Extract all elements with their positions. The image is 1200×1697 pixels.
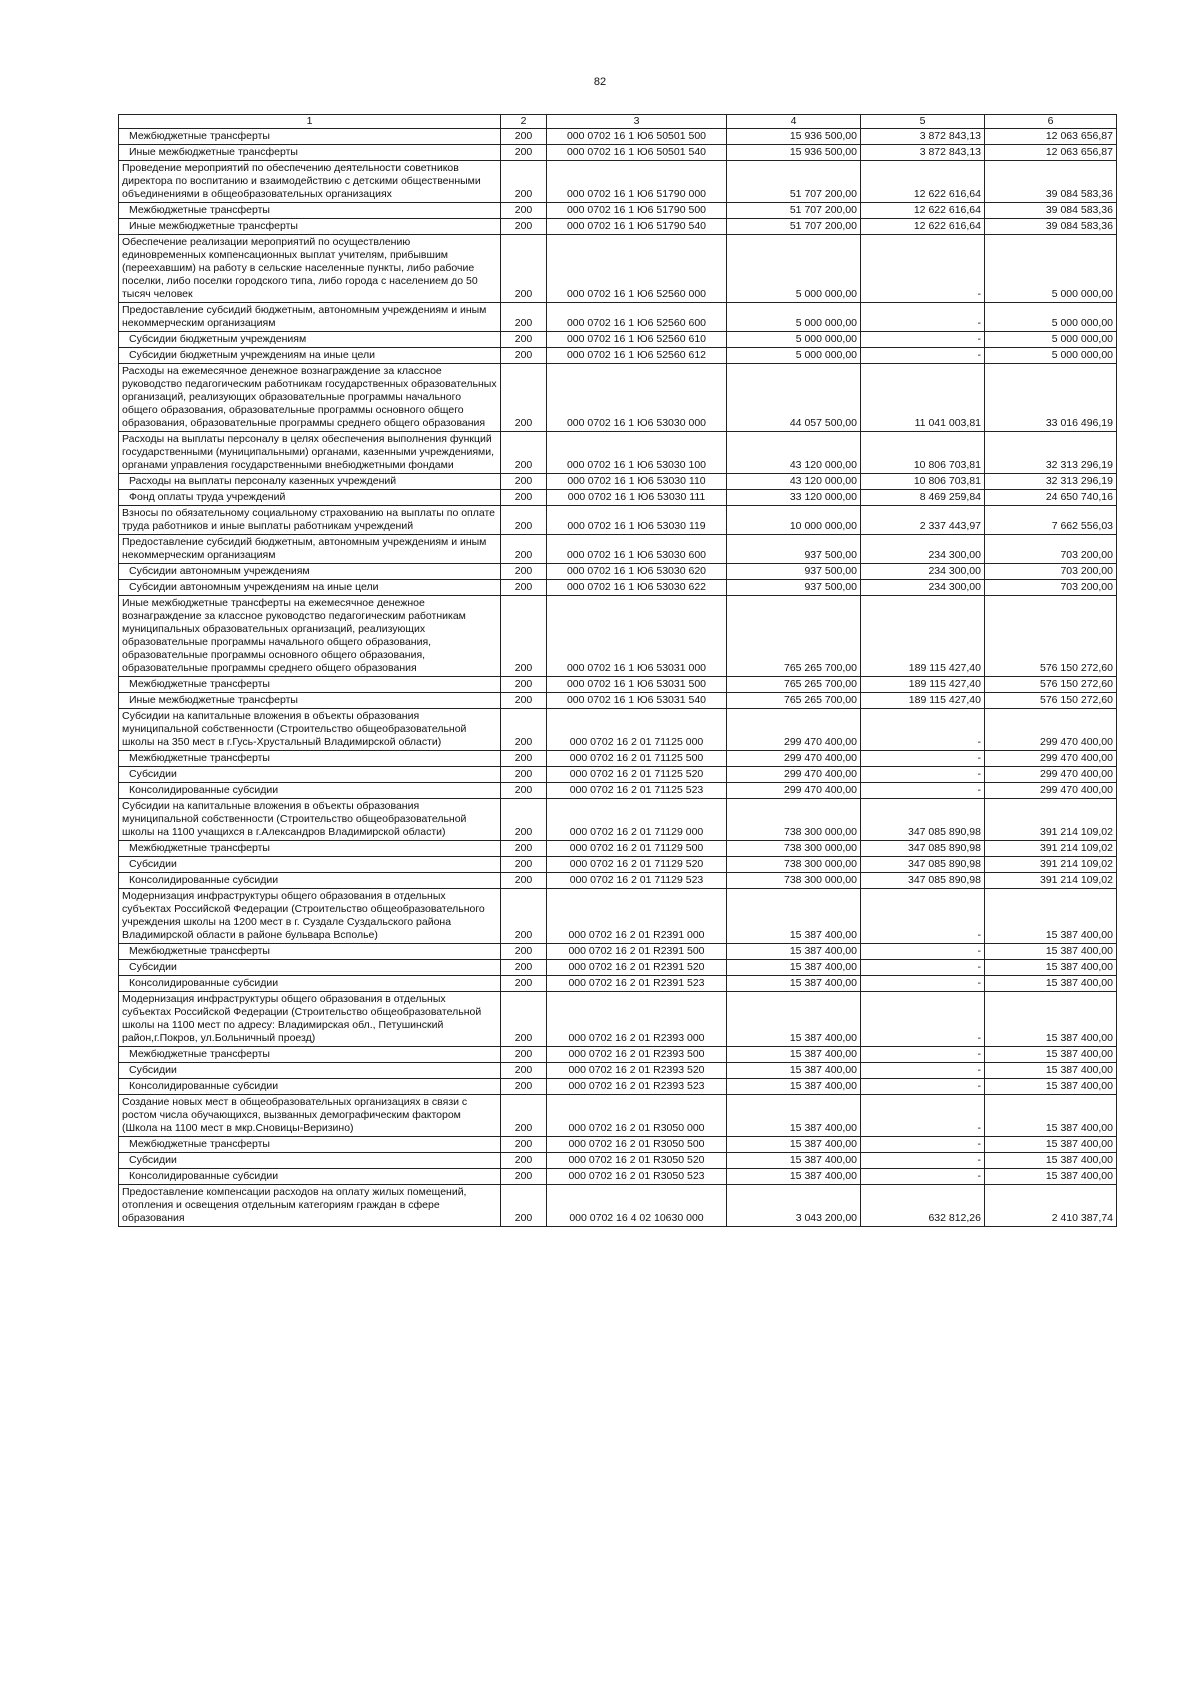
table-row	[119, 857, 1117, 873]
table-row	[119, 1047, 1117, 1063]
row-plan: 15 387 400,00	[727, 1095, 861, 1137]
table-row	[119, 348, 1117, 364]
row-remaining: 299 470 400,00	[985, 751, 1117, 767]
row-plan: 15 387 400,00	[727, 976, 861, 992]
table-row	[119, 841, 1117, 857]
row-name: Модернизация инфраструктуры общего образования в отдельных субъектах Российской Федерации (Строительство общеобразовательного учреждения школы на 1200 мест в г. Суздале Суздальского района Владимирской области в районе бульвара Всполье)	[119, 889, 501, 944]
row-name: Межбюджетные трансферты	[119, 677, 501, 693]
row-kbk: 000 0702 16 2 01 R2391 000	[547, 889, 727, 944]
row-kbk: 000 0702 16 1 Ю6 53030 600	[547, 535, 727, 564]
table-row	[119, 992, 1117, 1047]
row-executed: 347 085 890,98	[861, 799, 985, 841]
row-plan: 5 000 000,00	[727, 235, 861, 303]
row-plan: 51 707 200,00	[727, 219, 861, 235]
row-executed: -	[861, 332, 985, 348]
row-remaining: 703 200,00	[985, 580, 1117, 596]
row-code: 200	[501, 1047, 547, 1063]
row-executed: -	[861, 1169, 985, 1185]
header-col-6: 6	[985, 115, 1117, 129]
row-kbk: 000 0702 16 1 Ю6 52560 000	[547, 235, 727, 303]
table-row	[119, 1095, 1117, 1137]
row-code: 200	[501, 677, 547, 693]
row-plan: 15 387 400,00	[727, 1169, 861, 1185]
row-name: Расходы на выплаты персоналу казенных учреждений	[119, 474, 501, 490]
row-code: 200	[501, 564, 547, 580]
row-remaining: 12 063 656,87	[985, 145, 1117, 161]
row-remaining: 32 313 296,19	[985, 432, 1117, 474]
row-executed: 8 469 259,84	[861, 490, 985, 506]
table-row	[119, 1137, 1117, 1153]
row-kbk: 000 0702 16 2 01 71129 000	[547, 799, 727, 841]
row-name: Субсидии	[119, 1153, 501, 1169]
row-kbk: 000 0702 16 1 Ю6 52560 610	[547, 332, 727, 348]
row-remaining: 299 470 400,00	[985, 709, 1117, 751]
row-plan: 44 057 500,00	[727, 364, 861, 432]
row-kbk: 000 0702 16 2 01 71125 500	[547, 751, 727, 767]
row-executed: 632 812,26	[861, 1185, 985, 1227]
row-plan: 15 387 400,00	[727, 889, 861, 944]
row-name: Создание новых мест в общеобразовательных организациях в связи с ростом числа обучающихся, вызванных демографическим фактором (Школа на 1100 мест в мкр.Сновицы-Веризино)	[119, 1095, 501, 1137]
row-remaining: 5 000 000,00	[985, 348, 1117, 364]
row-plan: 299 470 400,00	[727, 767, 861, 783]
row-kbk: 000 0702 16 2 01 R2391 500	[547, 944, 727, 960]
row-name: Субсидии автономным учреждениям на иные цели	[119, 580, 501, 596]
row-plan: 15 936 500,00	[727, 145, 861, 161]
row-remaining: 576 150 272,60	[985, 596, 1117, 677]
row-name: Расходы на ежемесячное денежное вознаграждение за классное руководство педагогическим работникам государственных образовательных организаций, реализующих образовательные программы начального общего образования, образовательные программы основного общего образования, образовательные программы среднего общего образования	[119, 364, 501, 432]
row-remaining: 15 387 400,00	[985, 1063, 1117, 1079]
row-kbk: 000 0702 16 1 Ю6 53031 500	[547, 677, 727, 693]
row-kbk: 000 0702 16 4 02 10630 000	[547, 1185, 727, 1227]
row-kbk: 000 0702 16 2 01 R3050 520	[547, 1153, 727, 1169]
row-executed: -	[861, 709, 985, 751]
row-code: 200	[501, 1079, 547, 1095]
row-plan: 937 500,00	[727, 564, 861, 580]
row-executed: -	[861, 751, 985, 767]
table-row	[119, 873, 1117, 889]
row-executed: 234 300,00	[861, 535, 985, 564]
table-row	[119, 596, 1117, 677]
row-remaining: 15 387 400,00	[985, 1169, 1117, 1185]
row-plan: 15 387 400,00	[727, 944, 861, 960]
row-executed: -	[861, 960, 985, 976]
row-executed: 234 300,00	[861, 580, 985, 596]
row-kbk: 000 0702 16 1 Ю6 52560 612	[547, 348, 727, 364]
row-kbk: 000 0702 16 1 Ю6 52560 600	[547, 303, 727, 332]
row-name: Субсидии бюджетным учреждениям на иные цели	[119, 348, 501, 364]
row-kbk: 000 0702 16 1 Ю6 53030 622	[547, 580, 727, 596]
row-name: Обеспечение реализации мероприятий по осуществлению единовременных компенсационных выплат учителям, прибывшим (переехавшим) на работу в сельские населенные пункты, либо рабочие поселки, либо поселки городского типа, либо города с населением до 50 тысяч человек	[119, 235, 501, 303]
row-code: 200	[501, 709, 547, 751]
table-body	[119, 129, 1117, 1227]
row-plan: 299 470 400,00	[727, 783, 861, 799]
row-name: Фонд оплаты труда учреждений	[119, 490, 501, 506]
row-code: 200	[501, 976, 547, 992]
row-code: 200	[501, 767, 547, 783]
row-kbk: 000 0702 16 2 01 R2393 520	[547, 1063, 727, 1079]
row-code: 200	[501, 783, 547, 799]
row-name: Предоставление субсидий бюджетным, автономным учреждениям и иным некоммерческим организациям	[119, 303, 501, 332]
row-code: 200	[501, 944, 547, 960]
row-code: 200	[501, 145, 547, 161]
row-remaining: 15 387 400,00	[985, 992, 1117, 1047]
row-remaining: 5 000 000,00	[985, 332, 1117, 348]
row-remaining: 12 063 656,87	[985, 129, 1117, 145]
table-row	[119, 490, 1117, 506]
row-name: Межбюджетные трансферты	[119, 751, 501, 767]
row-code: 200	[501, 873, 547, 889]
row-executed: -	[861, 1095, 985, 1137]
row-name: Иные межбюджетные трансферты	[119, 219, 501, 235]
table-row	[119, 693, 1117, 709]
row-name: Проведение мероприятий по обеспечению деятельности советников директора по воспитанию и взаимодействию с детскими общественными объединениями в общеобразовательных организациях	[119, 161, 501, 203]
row-kbk: 000 0702 16 2 01 71125 000	[547, 709, 727, 751]
row-plan: 738 300 000,00	[727, 873, 861, 889]
row-code: 200	[501, 841, 547, 857]
table-row	[119, 960, 1117, 976]
row-code: 200	[501, 889, 547, 944]
row-name: Расходы на выплаты персоналу в целях обеспечения выполнения функций государственными (муниципальными) органами, казенными учреждениями, органами управления государственными внебюджетными фондами	[119, 432, 501, 474]
table-row	[119, 332, 1117, 348]
row-plan: 15 387 400,00	[727, 1153, 861, 1169]
row-name: Субсидии на капитальные вложения в объекты образования муниципальной собственности (Строительство общеобразовательной школы на 1100 учащихся в г.Александров Владимирской области)	[119, 799, 501, 841]
row-executed: -	[861, 992, 985, 1047]
row-name: Консолидированные субсидии	[119, 1079, 501, 1095]
row-executed: -	[861, 1063, 985, 1079]
row-plan: 5 000 000,00	[727, 303, 861, 332]
row-code: 200	[501, 303, 547, 332]
row-code: 200	[501, 432, 547, 474]
row-kbk: 000 0702 16 1 Ю6 53030 000	[547, 364, 727, 432]
row-executed: -	[861, 976, 985, 992]
header-col-5: 5	[861, 115, 985, 129]
row-remaining: 39 084 583,36	[985, 161, 1117, 203]
row-executed: 3 872 843,13	[861, 145, 985, 161]
row-plan: 3 043 200,00	[727, 1185, 861, 1227]
row-remaining: 703 200,00	[985, 535, 1117, 564]
table-row	[119, 944, 1117, 960]
table-row	[119, 783, 1117, 799]
row-code: 200	[501, 490, 547, 506]
budget-table	[118, 114, 1117, 1227]
row-executed: 12 622 616,64	[861, 219, 985, 235]
row-plan: 765 265 700,00	[727, 677, 861, 693]
table-row	[119, 474, 1117, 490]
header-col-1: 1	[119, 115, 501, 129]
row-name: Консолидированные субсидии	[119, 1169, 501, 1185]
row-executed: -	[861, 944, 985, 960]
row-executed: -	[861, 303, 985, 332]
row-code: 200	[501, 596, 547, 677]
row-name: Субсидии автономным учреждениям	[119, 564, 501, 580]
row-name: Консолидированные субсидии	[119, 976, 501, 992]
row-remaining: 15 387 400,00	[985, 1079, 1117, 1095]
row-executed: 10 806 703,81	[861, 432, 985, 474]
row-executed: -	[861, 783, 985, 799]
row-remaining: 24 650 740,16	[985, 490, 1117, 506]
row-remaining: 576 150 272,60	[985, 677, 1117, 693]
row-remaining: 33 016 496,19	[985, 364, 1117, 432]
row-name: Субсидии	[119, 1063, 501, 1079]
table-row	[119, 1079, 1117, 1095]
row-remaining: 391 214 109,02	[985, 799, 1117, 841]
row-kbk: 000 0702 16 2 01 R3050 500	[547, 1137, 727, 1153]
table-row	[119, 1169, 1117, 1185]
row-plan: 15 387 400,00	[727, 960, 861, 976]
table-row	[119, 203, 1117, 219]
header-col-3: 3	[547, 115, 727, 129]
row-code: 200	[501, 203, 547, 219]
row-kbk: 000 0702 16 2 01 R2393 523	[547, 1079, 727, 1095]
table-row	[119, 799, 1117, 841]
page-number: 82	[593, 76, 607, 88]
row-executed: 347 085 890,98	[861, 841, 985, 857]
row-code: 200	[501, 857, 547, 873]
row-code: 200	[501, 535, 547, 564]
table-row	[119, 709, 1117, 751]
row-code: 200	[501, 799, 547, 841]
row-plan: 738 300 000,00	[727, 857, 861, 873]
row-kbk: 000 0702 16 2 01 R3050 000	[547, 1095, 727, 1137]
row-plan: 5 000 000,00	[727, 332, 861, 348]
row-remaining: 15 387 400,00	[985, 960, 1117, 976]
row-kbk: 000 0702 16 2 01 R2391 520	[547, 960, 727, 976]
row-kbk: 000 0702 16 1 Ю6 53031 540	[547, 693, 727, 709]
row-name: Межбюджетные трансферты	[119, 841, 501, 857]
row-kbk: 000 0702 16 1 Ю6 51790 000	[547, 161, 727, 203]
row-name: Предоставление субсидий бюджетным, автономным учреждениям и иным некоммерческим организациям	[119, 535, 501, 564]
row-kbk: 000 0702 16 2 01 71129 500	[547, 841, 727, 857]
row-kbk: 000 0702 16 2 01 R2393 000	[547, 992, 727, 1047]
table-row	[119, 303, 1117, 332]
row-executed: -	[861, 1153, 985, 1169]
row-remaining: 576 150 272,60	[985, 693, 1117, 709]
row-kbk: 000 0702 16 2 01 R2393 500	[547, 1047, 727, 1063]
row-code: 200	[501, 1137, 547, 1153]
table-row	[119, 161, 1117, 203]
row-name: Субсидии бюджетным учреждениям	[119, 332, 501, 348]
header-row	[119, 115, 1117, 129]
row-name: Иные межбюджетные трансферты на ежемесячное денежное вознаграждение за классное руководство педагогическим работникам муниципальных образовательных организаций, реализующих образовательные программы начального общего образования, образовательные программы основного общего образования, образовательные программы среднего общего образования	[119, 596, 501, 677]
row-name: Консолидированные субсидии	[119, 873, 501, 889]
row-plan: 299 470 400,00	[727, 751, 861, 767]
row-remaining: 15 387 400,00	[985, 1047, 1117, 1063]
row-executed: 12 622 616,64	[861, 203, 985, 219]
row-executed: 2 337 443,97	[861, 506, 985, 535]
table-row	[119, 235, 1117, 303]
row-code: 200	[501, 219, 547, 235]
row-executed: 189 115 427,40	[861, 596, 985, 677]
table-row	[119, 129, 1117, 145]
row-plan: 15 387 400,00	[727, 992, 861, 1047]
row-code: 200	[501, 348, 547, 364]
table-row	[119, 1063, 1117, 1079]
row-plan: 5 000 000,00	[727, 348, 861, 364]
row-executed: 347 085 890,98	[861, 857, 985, 873]
row-executed: 12 622 616,64	[861, 161, 985, 203]
table-row	[119, 580, 1117, 596]
row-code: 200	[501, 1063, 547, 1079]
row-executed: -	[861, 1079, 985, 1095]
table-row	[119, 535, 1117, 564]
row-kbk: 000 0702 16 1 Ю6 53030 100	[547, 432, 727, 474]
row-executed: 11 041 003,81	[861, 364, 985, 432]
table-row	[119, 889, 1117, 944]
row-name: Субсидии	[119, 960, 501, 976]
row-kbk: 000 0702 16 2 01 71129 520	[547, 857, 727, 873]
row-name: Модернизация инфраструктуры общего образования в отдельных субъектах Российской Федерации (Строительство общеобразовательной школы на 1100 мест по адресу: Владимирская обл., Петушинский район,г.Покров, ул.Больничный проезд)	[119, 992, 501, 1047]
row-executed: -	[861, 235, 985, 303]
row-code: 200	[501, 1185, 547, 1227]
row-name: Предоставление компенсации расходов на оплату жилых помещений, отопления и освещения отдельным категориям граждан в сфере образования	[119, 1185, 501, 1227]
row-name: Межбюджетные трансферты	[119, 1137, 501, 1153]
row-code: 200	[501, 693, 547, 709]
table-row	[119, 506, 1117, 535]
row-plan: 299 470 400,00	[727, 709, 861, 751]
table-row	[119, 677, 1117, 693]
table-row	[119, 564, 1117, 580]
row-kbk: 000 0702 16 1 Ю6 50501 540	[547, 145, 727, 161]
row-remaining: 391 214 109,02	[985, 873, 1117, 889]
row-code: 200	[501, 506, 547, 535]
row-kbk: 000 0702 16 1 Ю6 53030 119	[547, 506, 727, 535]
row-plan: 10 000 000,00	[727, 506, 861, 535]
row-name: Иные межбюджетные трансферты	[119, 693, 501, 709]
row-kbk: 000 0702 16 1 Ю6 51790 500	[547, 203, 727, 219]
row-plan: 765 265 700,00	[727, 596, 861, 677]
row-executed: 10 806 703,81	[861, 474, 985, 490]
row-plan: 937 500,00	[727, 580, 861, 596]
row-kbk: 000 0702 16 1 Ю6 53030 111	[547, 490, 727, 506]
row-remaining: 15 387 400,00	[985, 944, 1117, 960]
row-kbk: 000 0702 16 2 01 R2391 523	[547, 976, 727, 992]
row-remaining: 15 387 400,00	[985, 976, 1117, 992]
row-code: 200	[501, 580, 547, 596]
row-remaining: 5 000 000,00	[985, 303, 1117, 332]
row-remaining: 299 470 400,00	[985, 767, 1117, 783]
row-code: 200	[501, 161, 547, 203]
row-kbk: 000 0702 16 1 Ю6 51790 540	[547, 219, 727, 235]
row-plan: 765 265 700,00	[727, 693, 861, 709]
row-remaining: 391 214 109,02	[985, 841, 1117, 857]
row-plan: 43 120 000,00	[727, 432, 861, 474]
table-row	[119, 145, 1117, 161]
row-name: Межбюджетные трансферты	[119, 944, 501, 960]
row-code: 200	[501, 751, 547, 767]
table-row	[119, 1185, 1117, 1227]
row-code: 200	[501, 332, 547, 348]
row-executed: -	[861, 1137, 985, 1153]
row-code: 200	[501, 235, 547, 303]
row-remaining: 39 084 583,36	[985, 219, 1117, 235]
row-executed: -	[861, 889, 985, 944]
table-row	[119, 976, 1117, 992]
row-name: Межбюджетные трансферты	[119, 129, 501, 145]
header-col-4: 4	[727, 115, 861, 129]
row-name: Межбюджетные трансферты	[119, 203, 501, 219]
row-plan: 15 936 500,00	[727, 129, 861, 145]
row-kbk: 000 0702 16 2 01 R3050 523	[547, 1169, 727, 1185]
row-name: Межбюджетные трансферты	[119, 1047, 501, 1063]
row-remaining: 703 200,00	[985, 564, 1117, 580]
row-remaining: 5 000 000,00	[985, 235, 1117, 303]
table-row	[119, 219, 1117, 235]
row-remaining: 391 214 109,02	[985, 857, 1117, 873]
row-remaining: 15 387 400,00	[985, 1095, 1117, 1137]
row-remaining: 7 662 556,03	[985, 506, 1117, 535]
row-code: 200	[501, 992, 547, 1047]
row-executed: 3 872 843,13	[861, 129, 985, 145]
row-name: Иные межбюджетные трансферты	[119, 145, 501, 161]
row-kbk: 000 0702 16 2 01 71125 520	[547, 767, 727, 783]
row-kbk: 000 0702 16 1 Ю6 50501 500	[547, 129, 727, 145]
row-executed: 189 115 427,40	[861, 677, 985, 693]
row-code: 200	[501, 474, 547, 490]
row-code: 200	[501, 1095, 547, 1137]
row-code: 200	[501, 364, 547, 432]
row-name: Субсидии	[119, 767, 501, 783]
row-kbk: 000 0702 16 2 01 71129 523	[547, 873, 727, 889]
row-plan: 51 707 200,00	[727, 203, 861, 219]
row-plan: 33 120 000,00	[727, 490, 861, 506]
row-name: Субсидии на капитальные вложения в объекты образования муниципальной собственности (Строительство общеобразовательной школы на 350 мест в г.Гусь-Хрустальный Владимирской области)	[119, 709, 501, 751]
row-code: 200	[501, 1169, 547, 1185]
row-code: 200	[501, 960, 547, 976]
row-kbk: 000 0702 16 1 Ю6 53031 000	[547, 596, 727, 677]
header-col-2: 2	[501, 115, 547, 129]
row-plan: 738 300 000,00	[727, 841, 861, 857]
row-remaining: 39 084 583,36	[985, 203, 1117, 219]
row-kbk: 000 0702 16 1 Ю6 53030 620	[547, 564, 727, 580]
row-plan: 51 707 200,00	[727, 161, 861, 203]
row-code: 200	[501, 1153, 547, 1169]
row-executed: -	[861, 767, 985, 783]
row-kbk: 000 0702 16 1 Ю6 53030 110	[547, 474, 727, 490]
row-plan: 738 300 000,00	[727, 799, 861, 841]
row-name: Субсидии	[119, 857, 501, 873]
row-plan: 15 387 400,00	[727, 1047, 861, 1063]
row-code: 200	[501, 129, 547, 145]
row-plan: 15 387 400,00	[727, 1063, 861, 1079]
table-row	[119, 751, 1117, 767]
row-remaining: 15 387 400,00	[985, 889, 1117, 944]
row-executed: -	[861, 1047, 985, 1063]
row-name: Взносы по обязательному социальному страхованию на выплаты по оплате труда работников и иные выплаты работникам учреждений	[119, 506, 501, 535]
row-remaining: 15 387 400,00	[985, 1137, 1117, 1153]
table-row	[119, 767, 1117, 783]
table-row	[119, 432, 1117, 474]
row-remaining: 15 387 400,00	[985, 1153, 1117, 1169]
row-remaining: 299 470 400,00	[985, 783, 1117, 799]
row-executed: 347 085 890,98	[861, 873, 985, 889]
row-remaining: 2 410 387,74	[985, 1185, 1117, 1227]
row-plan: 15 387 400,00	[727, 1079, 861, 1095]
row-plan: 15 387 400,00	[727, 1137, 861, 1153]
row-kbk: 000 0702 16 2 01 71125 523	[547, 783, 727, 799]
row-executed: 189 115 427,40	[861, 693, 985, 709]
row-name: Консолидированные субсидии	[119, 783, 501, 799]
row-executed: -	[861, 348, 985, 364]
table-header	[119, 115, 1117, 129]
row-plan: 937 500,00	[727, 535, 861, 564]
table-row	[119, 1153, 1117, 1169]
table-row	[119, 364, 1117, 432]
row-plan: 43 120 000,00	[727, 474, 861, 490]
row-executed: 234 300,00	[861, 564, 985, 580]
row-remaining: 32 313 296,19	[985, 474, 1117, 490]
